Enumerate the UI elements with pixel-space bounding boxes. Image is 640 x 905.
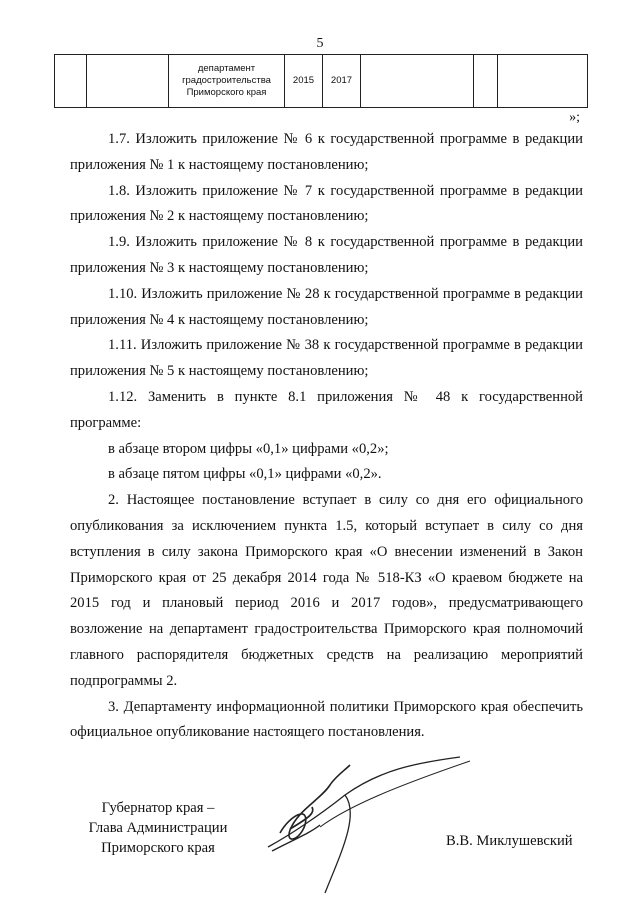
paragraph: 1.9. Изложить приложение № 8 к государственной программе в редакции приложения № 3 к настоящему постановлению; xyxy=(70,234,583,276)
table-cell xyxy=(498,55,588,108)
page-number: 5 xyxy=(316,36,324,51)
table-cell xyxy=(474,55,498,108)
signatory-title-line: Губернатор края – xyxy=(101,800,215,816)
signatory-name: В.В. Миклушевский xyxy=(446,833,573,849)
paragraph: в абзаце пятом цифры «0,1» цифрами «0,2». xyxy=(108,466,382,483)
document-body xyxy=(70,127,583,746)
table-cell-executor: департамент градостроительства Приморского края xyxy=(169,55,285,108)
table-row xyxy=(55,55,588,108)
paragraph: 1.8. Изложить приложение № 7 к государственной программе в редакции приложения № 2 к настоящему постановлению; xyxy=(70,182,583,225)
paragraph: в абзаце втором цифры «0,1» цифрами «0,2»; xyxy=(108,440,389,457)
paragraph: 1.12. Заменить в пункте 8.1 приложения № 48 к государственной программе: xyxy=(70,388,583,431)
table-cell-end-year: 2017 xyxy=(323,55,361,108)
signatory-title-line: Приморского края xyxy=(101,840,215,856)
paragraph: 1.7. Изложить приложение № 6 к государственной программе в редакции приложения № 1 к настоящему постановлению; xyxy=(70,131,583,173)
signatory-title-line: Глава Администрации xyxy=(88,820,228,836)
handwritten-signature xyxy=(250,755,480,895)
signatory-title xyxy=(83,798,233,858)
table-cell xyxy=(361,55,474,108)
continuation-table xyxy=(54,54,588,108)
paragraph: 3. Департаменту информационной политики Приморского края обеспечить официальное опубликование настоящего постановления. xyxy=(70,698,583,741)
table-cell-start-year: 2015 xyxy=(285,55,323,108)
paragraph: 1.10. Изложить приложение № 28 к государственной программе в редакции приложения № 4 к настоящему постановлению; xyxy=(70,285,583,328)
table-cell xyxy=(87,55,169,108)
closing-quote: »; xyxy=(569,110,580,125)
table-cell xyxy=(55,55,87,108)
paragraph: 1.11. Изложить приложение № 38 к государственной программе в редакции приложения № 5 к настоящему постановлению; xyxy=(70,337,583,380)
paragraph: 2. Настоящее постановление вступает в силу со дня его официального опубликования за исключением пункта 1.5, который вступает в силу со дня вступления в силу закона Приморского края «О внесении изменений в Закон Приморского края от 25 декабря 2014 года № 518-КЗ «О краевом бюджете на 2015 год и плановый период 2016 и 2017 годов», предусматривающего возложение на департамент градостроительства Приморского края полномочий главного распорядителя бюджетных средств на реализацию мероприятий подпрограммы 2. xyxy=(70,492,583,689)
